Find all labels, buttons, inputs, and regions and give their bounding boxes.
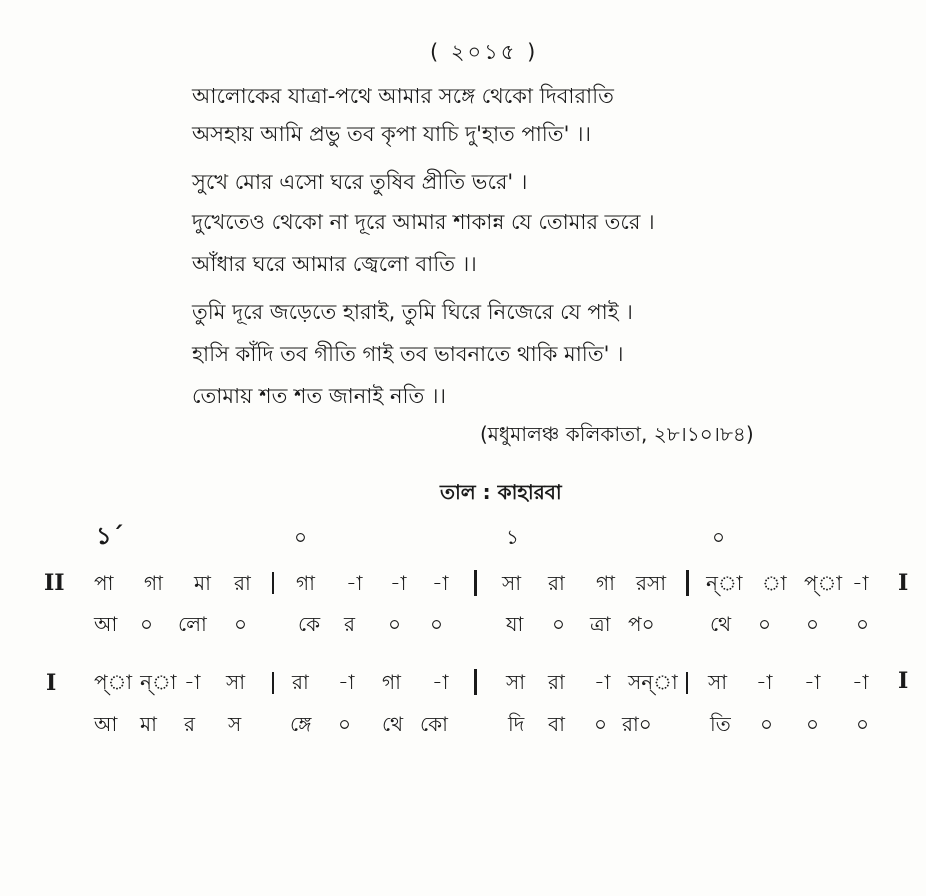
bar-line	[272, 572, 274, 594]
note: গা	[296, 571, 315, 595]
syllable: থে	[382, 712, 404, 736]
note: গা	[596, 571, 615, 595]
syllable: ০	[806, 712, 820, 736]
syllable: ০	[856, 612, 870, 636]
syllable: ০	[140, 612, 154, 636]
lyric-line-4: দুখেতেও থেকো না দূরে আমার শাকান্ন যে তোমার তরে ।	[192, 210, 655, 234]
row-start-sign: I	[46, 670, 57, 696]
syllable: ০	[760, 712, 774, 736]
note: রা	[548, 571, 565, 595]
bar-line	[686, 672, 688, 694]
syllable: ০	[338, 712, 352, 736]
note: রা	[234, 571, 251, 595]
syllable: ০	[388, 612, 402, 636]
note: -া	[852, 670, 869, 694]
bar-line	[474, 669, 477, 695]
lyric-line-2: অসহায় আমি প্রভু তব কৃপা যাচি দু'হাত পাতি' ।।	[192, 122, 592, 146]
note: -া	[390, 571, 407, 595]
syllable: থে	[710, 612, 732, 636]
syllable: ০	[806, 612, 820, 636]
note: ন্া	[140, 670, 177, 694]
syllable: প০	[628, 612, 655, 636]
note: -া	[184, 670, 201, 694]
note: -া	[852, 571, 869, 595]
syllable: ০	[758, 612, 772, 636]
note: -া	[804, 670, 821, 694]
note: া	[762, 571, 787, 595]
note: সন্া	[628, 670, 678, 694]
syllable: কে	[298, 612, 321, 636]
note: -া	[756, 670, 773, 694]
syllable: ঙ্গে	[290, 712, 312, 736]
source-note: (মধুমালঞ্চ কলিকাতা, ২৮।১০।৮৪)	[480, 422, 754, 446]
beat-mark-sam: ১´	[96, 522, 124, 550]
lyric-line-8: তোমায় শত শত জানাই নতি ।।	[192, 384, 446, 408]
bar-line	[686, 570, 689, 596]
lyric-line-5: আঁধার ঘরে আমার জ্বেলো বাতি ।।	[192, 252, 477, 276]
lyric-line-1: আলোকের যাত্রা-পথে আমার সঙ্গে থেকো দিবারাতি	[192, 84, 614, 108]
note: ন্া	[706, 571, 743, 595]
syllable: কো	[420, 712, 448, 736]
note: রা	[548, 670, 565, 694]
note: রসা	[636, 571, 667, 595]
syllable: র	[344, 612, 356, 636]
syllable: তি	[710, 712, 731, 736]
syllable: আ	[94, 612, 118, 636]
lyric-line-3: সুখে মোর এসো ঘরে তুষিব প্রীতি ভরে' ।	[192, 170, 528, 194]
syllable: স	[228, 712, 242, 736]
syllable: মা	[140, 712, 157, 736]
note: প্া	[94, 670, 133, 694]
lyric-line-6: তুমি দূরে জড়েতে হারাই, তুমি ঘিরে নিজেরে যে পাই ।	[192, 300, 633, 324]
syllable: ত্রা	[590, 612, 611, 636]
row-end-sign: I	[898, 570, 909, 596]
note: গা	[382, 670, 401, 694]
syllable: ০	[856, 712, 870, 736]
note: -া	[338, 670, 355, 694]
beat-mark-khali-2: ০	[712, 525, 726, 549]
lyric-line-7: হাসি কাঁদি তব গীতি গাই তব ভাবনাতে থাকি মাতি' ।	[192, 342, 624, 366]
beat-mark-tali: ১	[506, 525, 519, 549]
note: গা	[144, 571, 163, 595]
syllable: বা	[548, 712, 565, 736]
row-end-sign: I	[898, 668, 909, 694]
syllable: আ	[94, 712, 118, 736]
syllable: ০	[594, 712, 608, 736]
note: পা	[94, 571, 114, 595]
note: সা	[226, 670, 246, 694]
note: মা	[194, 571, 211, 595]
syllable: যা	[506, 612, 524, 636]
syllable: লো	[178, 612, 207, 636]
repeat-start-sign: II	[44, 570, 65, 596]
bar-line	[474, 570, 477, 596]
note: সা	[506, 670, 526, 694]
page-number: ( ২০১৫ )	[430, 40, 539, 64]
taal-heading: তাল : কাহারবা	[440, 480, 562, 504]
syllable: ০	[552, 612, 566, 636]
note: -া	[346, 571, 363, 595]
syllable: র	[184, 712, 196, 736]
note: প্া	[804, 571, 843, 595]
bar-line	[272, 672, 274, 694]
syllable: ০	[234, 612, 248, 636]
syllable: ০	[430, 612, 444, 636]
beat-mark-khali-1: ০	[294, 525, 308, 549]
syllable: দি	[508, 712, 525, 736]
note: সা	[502, 571, 522, 595]
note: -া	[432, 670, 449, 694]
note: -া	[594, 670, 611, 694]
note: সা	[708, 670, 728, 694]
note: -া	[432, 571, 449, 595]
syllable: রা০	[622, 712, 652, 736]
note: রা	[292, 670, 309, 694]
